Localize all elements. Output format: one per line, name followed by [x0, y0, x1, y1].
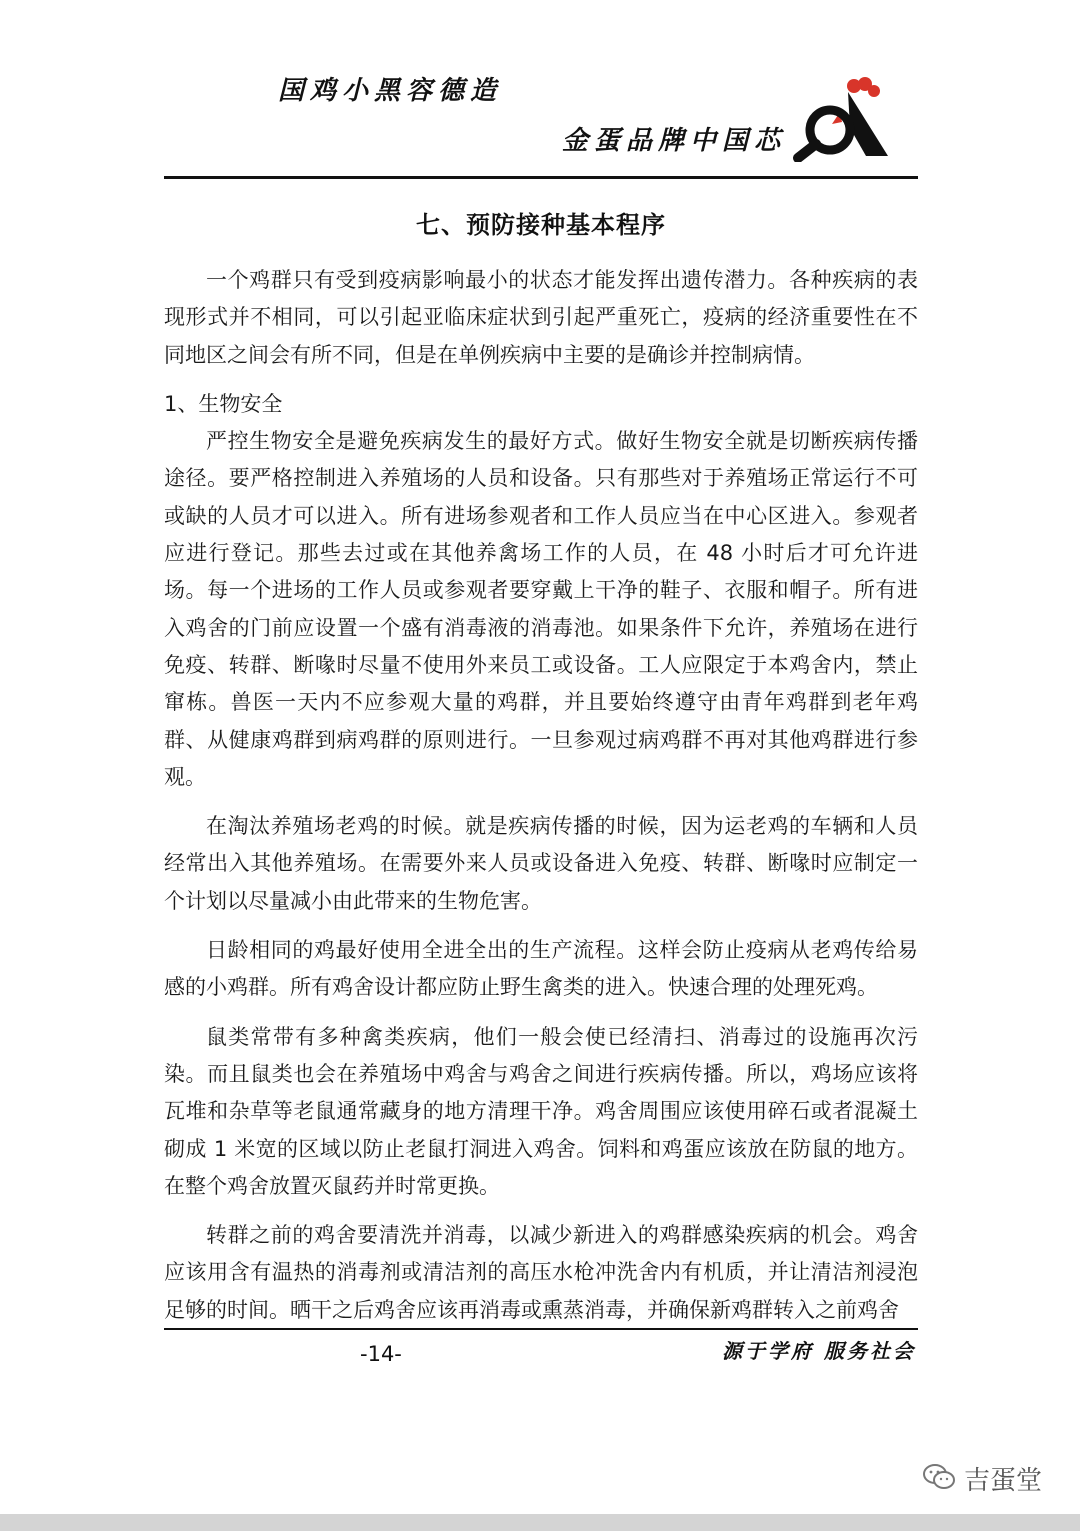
paragraph-biosecurity-4: 鼠类常带有多种禽类疾病，他们一般会使已经清扫、消毒过的设施再次污染。而且鼠类也会在养殖场中鸡舍与鸡舍之间进行疾病传播。所以，鸡场应该将瓦堆和杂草等老鼠通常藏身的地方清理干净。鸡舍周围应该使用碎石或者混凝土砌成 1 米宽的区域以防止老鼠打洞进入鸡舍。饲料和鸡蛋应该放在防鼠的地方。在整个鸡舍放置灭鼠药并时常更换。 — [164, 1024, 918, 1198]
paragraph-biosecurity-1: 严控生物安全是避免疾病发生的最好方式。做好生物安全就是切断疾病传播途径。要严格控制进入养殖场的人员和设备。只有那些对于养殖场正常运行不可或缺的人员才可以进入。所有进场参观者和工作人员应当在中心区进入。参观者应进行登记。那些去过或在其他养禽场工作的人员，在 48 小时后才可允许进场。每一个进场的工作人员或参观者要穿戴上干净的鞋子、衣服和帽子。所有进入鸡舍的门前应设置一个盛有消毒液的消毒池。如果条件下允许，养殖场在进行免疫、转群、断喙时尽量不使用外来员工或设备。工人应限定于本鸡舍内，禁止窜栋。兽医一天内不应参观大量的鸡群，并且要始终遵守由青年鸡群到老年鸡群、从健康鸡群到病鸡群的原则进行。一旦参观过病鸡群不再对其他鸡群进行参观。 — [164, 429, 918, 789]
bottom-band — [0, 1514, 1080, 1531]
footer-divider — [164, 1328, 918, 1330]
page-number: -14- — [360, 1342, 402, 1366]
header-slogan-line-1: 国鸡小黑容德造 — [278, 76, 503, 106]
paragraph-biosecurity-5: 转群之前的鸡舍要清洗并消毒，以减少新进入的鸡群感染疾病的机会。鸡舍应该用含有温热的消毒剂或清洁剂的高压水枪冲洗舍内有机质，并让清洁剂浸泡足够的时间。晒干之后鸡舍应该再消毒或熏蒸消毒，并确保新鸡群转入之前鸡舍 — [164, 1223, 918, 1322]
page-title: 七、预防接种基本程序 — [416, 211, 666, 239]
header-slogan-line-2: 金蛋品牌中国芯 — [562, 126, 787, 156]
paragraph-biosecurity-2: 在淘汰养殖场老鸡的时候。就是疾病传播的时候，因为运老鸡的车辆和人员经常出入其他养殖场。在需要外来人员或设备进入免疫、转群、断喙时应制定一个计划以尽量减小由此带来的生物危害。 — [164, 814, 918, 913]
rooster-magnifier-logo-icon — [788, 72, 898, 162]
paragraph-biosecurity-3: 日龄相同的鸡最好使用全进全出的生产流程。这样会防止疫病从老鸡传给易感的小鸡群。所有鸡舍设计都应防止野生禽类的进入。快速合理的处理死鸡。 — [164, 938, 918, 1000]
document-body — [164, 262, 918, 1329]
section-heading-biosecurity: 1、生物安全 — [164, 391, 283, 416]
header-divider — [164, 176, 918, 179]
footer-motto: 源于学府 服务社会 — [722, 1339, 916, 1363]
wechat-watermark — [922, 1460, 1042, 1497]
intro-paragraph: 一个鸡群只有受到疫病影响最小的状态才能发挥出遗传潜力。各种疾病的表现形式并不相同，可以引起亚临床症状到引起严重死亡，疫病的经济重要性在不同地区之间会有所不同，但是在单例疾病中主要的是确诊并控制病情。 — [164, 268, 918, 367]
watermark-text: 吉蛋堂 — [964, 1466, 1043, 1496]
wechat-icon — [922, 1463, 956, 1495]
